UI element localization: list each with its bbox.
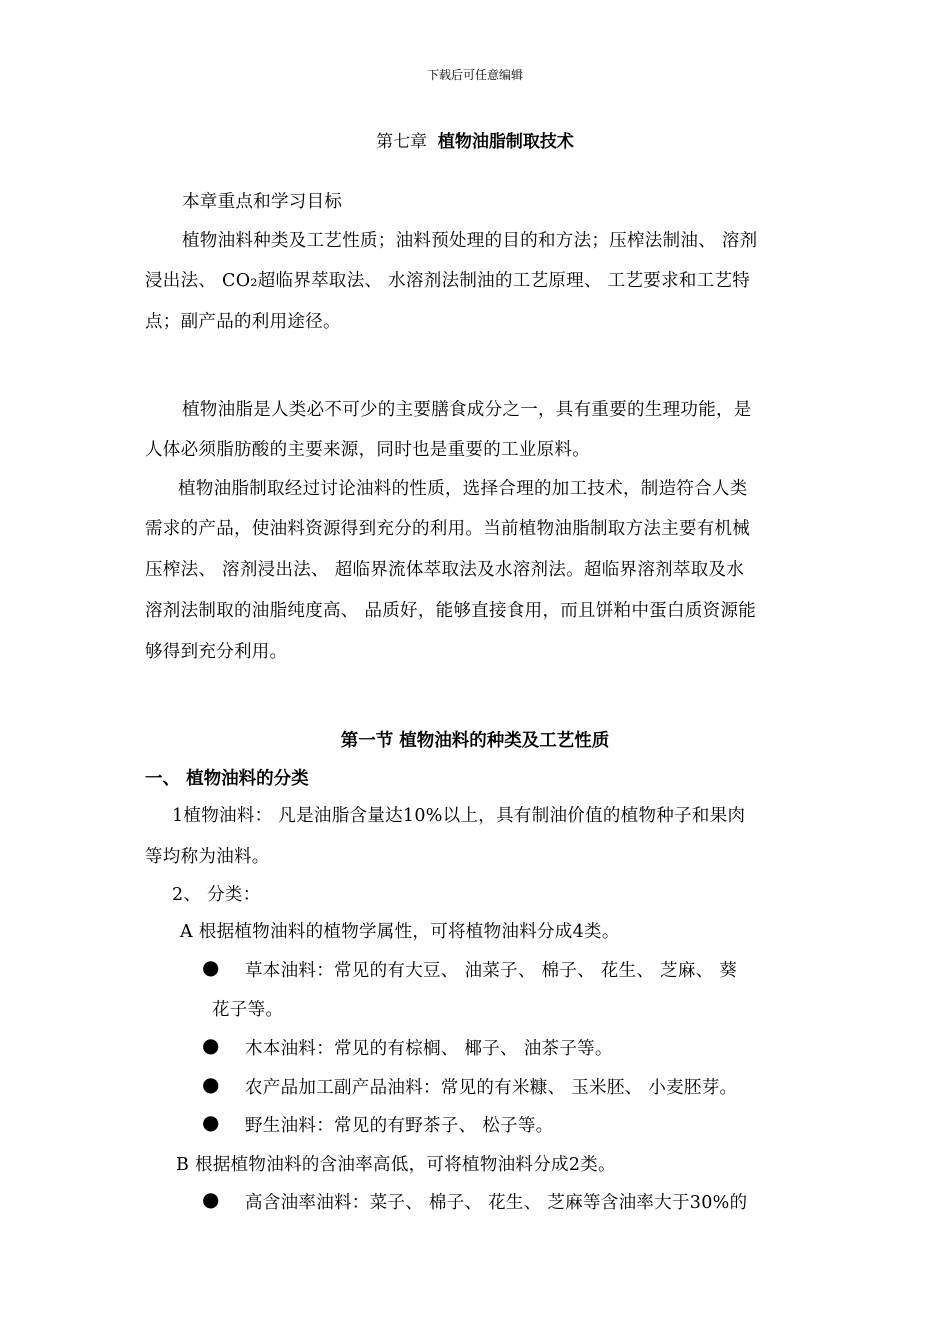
classification-heading: 2、 分类：	[172, 885, 261, 905]
objectives-line: 浸出法、 CO₂超临界萃取法、 水溶剂法制油的工艺原理、 工艺要求和工艺特	[145, 271, 751, 291]
classification-a: A 根据植物油料的植物学属性，可将植物油料分成4类。	[180, 922, 620, 942]
intro-line: 植物油脂制取经过讨论油料的性质，选择合理的加工技术，制造符合人类	[178, 479, 748, 499]
section-title: 第一节 植物油料的种类及工艺性质	[340, 731, 610, 751]
intro-line: 够得到充分利用。	[145, 642, 288, 662]
bullet-icon: ●	[202, 1110, 220, 1134]
list-item: 草本油料：常见的有大豆、 油菜子、 棉子、 花生、 芝麻、 葵	[245, 961, 738, 981]
intro-line: 人体必须脂肪酸的主要来源，同时也是重要的工业原料。	[145, 440, 590, 460]
definition-line: 1植物油料： 凡是油脂含量达10%以上，具有制油价值的植物种子和果肉	[172, 806, 746, 826]
subsection-heading: 一、 植物油料的分类	[145, 769, 309, 789]
objectives-line: 点；副产品的利用途径。	[145, 312, 341, 332]
bullet-icon: ●	[202, 955, 220, 979]
objectives-line: 植物油料种类及工艺性质；油料预处理的目的和方法；压榨法制油、 溶剂	[182, 231, 758, 251]
intro-line: 溶剂法制取的油脂纯度高、 品质好，能够直接食用，而且饼粕中蛋白质资源能	[145, 601, 757, 621]
list-item: 高含油率油料：菜子、 棉子、 花生、 芝麻等含油率大于30%的	[245, 1193, 748, 1213]
chapter-title	[0, 127, 950, 152]
chapter-prefix: 第七章	[376, 132, 428, 152]
chapter-name: 植物油脂制取技术	[437, 132, 574, 152]
bullet-icon: ●	[202, 1187, 220, 1211]
page-header-note: 下载后可任意编辑	[426, 68, 523, 82]
list-item-cont: 花子等。	[212, 1000, 284, 1020]
list-item: 农产品加工副产品油料：常见的有米糠、 玉米胚、 小麦胚芽。	[245, 1078, 738, 1098]
bullet-icon: ●	[202, 1033, 220, 1057]
list-item: 木本油料：常见的有棕榈、 椰子、 油茶子等。	[245, 1039, 613, 1059]
objectives-heading: 本章重点和学习目标	[182, 192, 343, 212]
list-item: 野生油料：常见的有野茶子、 松子等。	[245, 1116, 554, 1136]
classification-b: B 根据植物油料的含油率高低，可将植物油料分成2类。	[176, 1155, 616, 1175]
bullet-icon: ●	[202, 1072, 220, 1096]
intro-line: 压榨法、 溶剂浸出法、 超临界流体萃取法及水溶剂法。超临界溶剂萃取及水	[145, 560, 745, 580]
intro-line: 需求的产品，使油料资源得到充分的利用。当前植物油脂制取方法主要有机械	[145, 519, 751, 539]
definition-line: 等均称为油料。	[145, 847, 270, 867]
intro-line: 植物油脂是人类必不可少的主要膳食成分之一，具有重要的生理功能，是	[182, 400, 752, 420]
